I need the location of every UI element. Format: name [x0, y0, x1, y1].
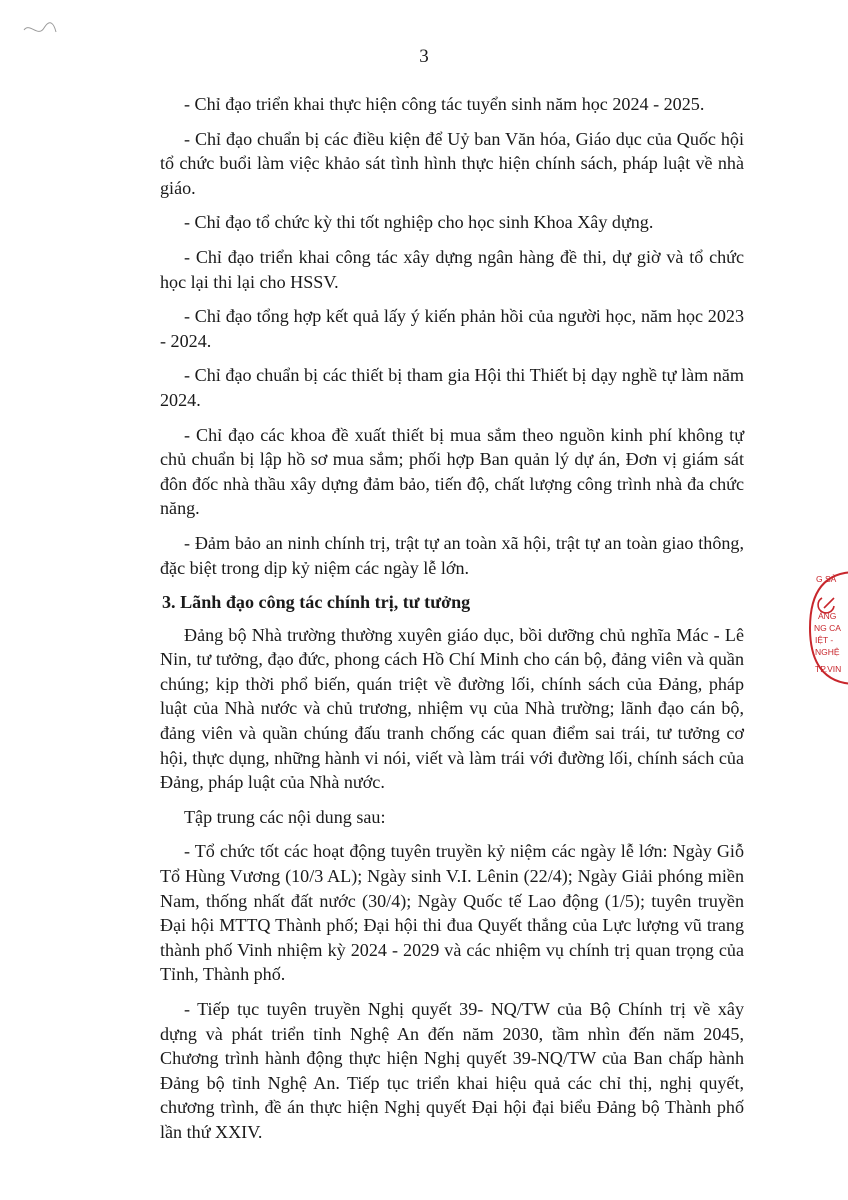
corner-scribble-mark: [20, 18, 60, 42]
page-number: 3: [419, 46, 429, 67]
paragraph: - Chỉ đạo chuẩn bị các điều kiện để Uỷ ban Văn hóa, Giáo dục của Quốc hội tổ chức buổi làm việc khảo sát tình hình thực hiện chính sách, pháp luật về nhà giáo.: [160, 128, 744, 198]
stamp-text: NG CA: [814, 623, 841, 633]
document-body: [160, 92, 744, 1155]
paragraph: - Đảm bảo an ninh chính trị, trật tự an toàn xã hội, trật tự an toàn giao thông, đặc biệt trong dịp kỷ niệm các ngày lễ lớn.: [160, 532, 744, 578]
paragraph: - Chỉ đạo các khoa đề xuất thiết bị mua sắm theo nguồn kinh phí không tự chủ chuẩn bị lập hồ sơ mua sắm; phối hợp Ban quản lý dự án, Đơn vị giám sát đôn đốc nhà thầu xây dựng đảm bảo, tiến độ, chất lượng công trình nhà đa chức năng.: [160, 424, 744, 519]
section-heading: 3. Lãnh đạo công tác chính trị, tư tưởng: [162, 592, 471, 613]
paragraph: Đảng bộ Nhà trường thường xuyên giáo dục, bồi dưỡng chủ nghĩa Mác - Lê Nin, tư tưởng, đạo đức, phong cách Hồ Chí Minh cho cán bộ, đảng viên và quần chúng; kịp thời phổ biến, quán triệt về đường lối, chính sách của Đảng, pháp luật của Nhà nước và chủ trương, nhiệm vụ của Nhà trường; lãnh đạo cán bộ, đảng viên và quần chúng đấu tranh chống các quan điểm sai trái, tư tưởng cơ hội, thực dụng, những hành vi nói, viết và làm trái với đường lối, chính sách của Đảng, pháp luật của Nhà nước.: [160, 624, 744, 793]
paragraph: - Chỉ đạo triển khai công tác xây dựng ngân hàng đề thi, dự giờ và tổ chức học lại thi lại cho HSSV.: [160, 246, 744, 292]
paragraph: - Chỉ đạo triển khai thực hiện công tác tuyển sinh năm học 2024 - 2025.: [184, 94, 705, 114]
stamp-text: IỆT -: [815, 635, 834, 645]
paragraph: - Chỉ đạo tổ chức kỳ thi tốt nghiệp cho học sinh Khoa Xây dựng.: [184, 212, 654, 233]
red-seal-stamp: [808, 568, 848, 688]
paragraph: - Chỉ đạo chuẩn bị các thiết bị tham gia Hội thi Thiết bị dạy nghề tự làm năm 2024.: [160, 365, 744, 410]
paragraph: Tập trung các nội dung sau:: [184, 806, 386, 827]
paragraph: - Chỉ đạo tổng hợp kết quả lấy ý kiến phản hồi của người học, năm học 2023 - 2024.: [160, 306, 744, 351]
stamp-text: TP.VIN: [815, 664, 842, 674]
paragraph: - Tiếp tục tuyên truyền Nghị quyết 39- NQ/TW của Bộ Chính trị về xây dựng và phát triển tỉnh Nghệ An đến năm 2030, tầm nhìn đến năm 2045, Chương trình hành động thực hiện Nghị quyết 39-NQ/TW của Ban chấp hành Đảng bộ tỉnh Nghệ An. Tiếp tục triển khai hiệu quả các chỉ thị, nghị quyết, chương trình, đề án thực hiện Nghị quyết Đại hội đại biểu Đảng bộ Thành phố lần thứ XXIV.: [160, 999, 744, 1142]
stamp-text: NGHỆ: [815, 647, 840, 657]
paragraph: - Tổ chức tốt các hoạt động tuyên truyền kỷ niệm các ngày lễ lớn: Ngày Giỗ Tổ Hùng Vương (10/3 AL); Ngày sinh V.I. Lênin (22/4); Ngày Giải phóng miền Nam, thống nhất đất nước (30/4); Ngày Quốc tế Lao động (1/5); tuyên truyền Đại hội MTTQ Thành phố; Đại hội thi đua Quyết thắng của Lực lượng vũ trang thành phố Vinh nhiệm kỳ 2024 - 2029 và các nhiệm vụ chính trị quan trọng của Tỉnh, Thành phố.: [160, 841, 744, 985]
stamp-text: G SẢ: [816, 574, 837, 584]
stamp-text: ẢNG: [818, 611, 837, 621]
